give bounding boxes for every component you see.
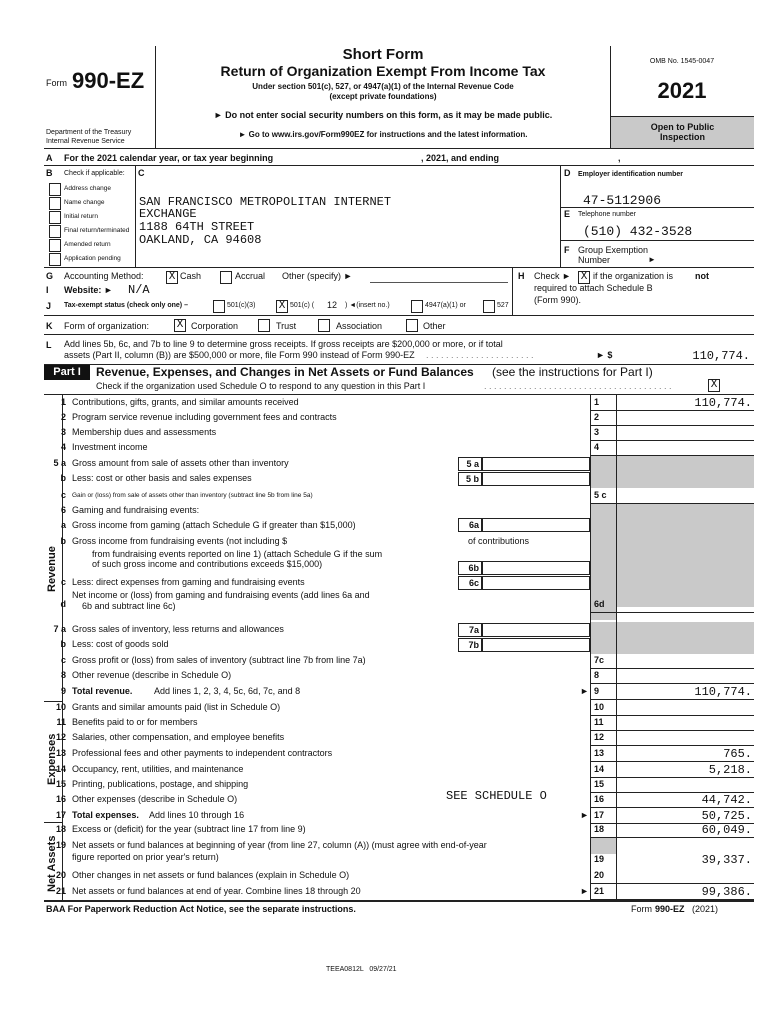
other-org-checkbox[interactable] [406, 319, 418, 332]
line-number: c [60, 490, 66, 500]
line-box-number: 3 [594, 427, 600, 437]
section-b-checkbox[interactable] [49, 225, 61, 238]
part-i-row [44, 822, 754, 837]
line-text-cont: of such gross income and contributions exceeds $15,000) [92, 559, 323, 569]
section-b-checkbox[interactable] [49, 211, 61, 224]
part-i-row [44, 425, 754, 440]
part-i-row [44, 884, 754, 899]
line-box-number: 17 [594, 810, 605, 820]
line-box-number: 19 [594, 854, 605, 864]
cash-checkbox[interactable]: X [166, 271, 178, 284]
section-l-letter: L [46, 340, 52, 350]
footer-form-label: Form [631, 904, 652, 914]
part-i-row [44, 808, 754, 823]
line-text: Professional fees and other payments to independent contractors [72, 748, 333, 758]
line-text: Excess or (deficit) for the year (subtract line 17 from line 9) [72, 824, 306, 834]
part-i-title-suffix: (see the instructions for Part I) [492, 365, 653, 379]
section-f-letter: F [564, 245, 570, 255]
part-i-row [44, 789, 754, 807]
phone-label: Telephone number [578, 211, 636, 218]
line-number: 11 [56, 717, 66, 727]
line-number: 5 a [53, 458, 66, 468]
gross-receipts-value: 110,774. [692, 349, 750, 363]
section-b-item-label: Application pending [64, 255, 121, 262]
section-e-letter: E [564, 209, 571, 219]
line-text: Gross amount from sale of assets other than inventory [72, 458, 289, 468]
section-b-checkbox[interactable] [49, 239, 61, 252]
trust-label: Trust [276, 321, 297, 331]
ein-label: Employer identification number [578, 171, 684, 178]
line-text: Program service revenue including government fees and contracts [72, 412, 337, 422]
line-number: b [60, 639, 66, 649]
see-schedule-o: SEE SCHEDULE O [446, 789, 547, 803]
4947-checkbox[interactable] [411, 300, 423, 313]
part-i-row [44, 668, 754, 683]
group-exemption-label: Group Exemption [578, 245, 649, 255]
section-h-letter: H [518, 271, 525, 281]
line-text: Other expenses (describe in Schedule O) [72, 794, 238, 804]
line-box-number: 13 [594, 748, 605, 758]
line-number: d [60, 599, 66, 609]
section-b-item-label: Amended return [64, 241, 111, 248]
line-amount[interactable]: 765. [723, 747, 752, 761]
line-text: Salaries, other compensation, and employee benefits [72, 732, 285, 742]
line-text-cont: 6b and subtract line 6c) [82, 601, 176, 611]
input-5b[interactable] [482, 472, 590, 486]
form-prefix: Form [46, 78, 67, 88]
line-number: 17 [55, 810, 66, 820]
line-text: Net income or (loss) from gaming and fundraising events (add lines 6a and [72, 590, 370, 600]
section-a-text: For the 2021 calendar year, or tax year beginning [64, 153, 274, 163]
section-d-letter: D [564, 168, 571, 178]
line-text: Grants and similar amounts paid (list in Schedule O) [72, 702, 281, 712]
501c-number: 12 [327, 300, 338, 310]
527-label: 527 [497, 302, 509, 309]
insert-no-label: ) ◄(insert no.) [345, 302, 390, 309]
line-text: Occupancy, rent, utilities, and maintenance [72, 764, 244, 774]
line-number: 12 [55, 732, 66, 742]
schedule-b-not: not [695, 271, 709, 281]
line-number: 16 [55, 794, 66, 804]
part-i-title: Revenue, Expenses, and Changes in Net Assets or Fund Balances [96, 365, 474, 379]
part-i-row [44, 777, 754, 792]
line-arrow: ► [580, 686, 589, 696]
line-box-number: 18 [594, 824, 605, 834]
line-number: 2 [60, 412, 66, 422]
part-i-row [44, 440, 754, 455]
line-text: Other revenue (describe in Schedule O) [72, 670, 232, 680]
line-text: Net assets or fund balances at end of year. Combine lines 18 through 20 [72, 886, 361, 896]
org-c-label: C [138, 168, 145, 178]
line-number: a [60, 520, 66, 530]
line-text: Gross income from fundraising events (not including $ [72, 536, 288, 546]
section-a-letter: A [46, 153, 53, 163]
line-box-number: 16 [594, 794, 605, 804]
schedule-b-text3: (Form 990). [534, 295, 582, 305]
org-address: 1188 64TH STREET [139, 220, 255, 234]
line-text: Gaming and fundraising events: [72, 505, 200, 515]
line-box-number: 11 [594, 717, 604, 727]
line-text: Other changes in net assets or fund balances (explain in Schedule O) [72, 870, 350, 880]
part-i-row [44, 488, 754, 503]
section-l-line1: Add lines 5b, 6c, and 7b to line 9 to determine gross receipts. If gross receipts are $200,000 or more, or if total [64, 339, 503, 349]
part-i-row [44, 575, 754, 590]
ein-value: 47-5112906 [583, 193, 662, 208]
line-text: Add lines 1, 2, 3, 4, 5c, 6d, 7c, and 8 [154, 686, 301, 696]
line-box-number: 9 [594, 686, 600, 696]
schedule-b-checkbox[interactable]: X [578, 271, 590, 284]
input-7a[interactable] [482, 623, 590, 637]
section-b-item-label: Final return/terminated [64, 227, 130, 234]
501c3-checkbox[interactable] [213, 300, 225, 313]
subbox-7a: 7a [458, 623, 482, 637]
line-text-bold: Total expenses. [72, 810, 139, 820]
part-i-row [44, 590, 754, 612]
section-b-label: Check if applicable: [64, 170, 125, 177]
line-box-number: 2 [594, 412, 600, 422]
tax-year: 2021 [657, 78, 707, 103]
section-b-item-label: Name change [64, 199, 105, 206]
section-l-line2: assets (Part II, column (B)) are $500,000 or more, file Form 990 instead of Form 990-EZ [64, 350, 415, 360]
irs-link[interactable]: ► Go to www.irs.gov/Form990EZ for instructions and the latest information. [238, 130, 528, 139]
input-6c[interactable] [482, 576, 590, 590]
schedule-b-text2: required to attach Schedule B [534, 283, 653, 293]
subbox-5b: 5 b [458, 472, 482, 486]
line-text: Net assets or fund balances at beginning of year (from line 27, column (A)) (must agree with end-of-year [72, 840, 487, 850]
line-text-cont: from fundraising events reported on line 1) (attach Schedule G if the sum [92, 549, 383, 559]
input-6b[interactable] [482, 561, 590, 575]
subbox-5a: 5 a [458, 457, 482, 471]
corporation-label: Corporation [191, 321, 239, 331]
other-org-label: Other [423, 321, 446, 331]
line-amount[interactable]: 44,742. [701, 793, 752, 807]
line-text: Less: cost of goods sold [72, 639, 169, 649]
line-number: 15 [55, 779, 66, 789]
subbox-6c: 6c [458, 576, 482, 590]
section-b-letter: B [46, 168, 53, 178]
line-box-number: 5 c [594, 490, 607, 500]
no-ssn-notice: ► Do not enter social security numbers on this form, as it may be made public. [213, 110, 553, 120]
section-g-letter: G [46, 271, 54, 281]
part-i-row [44, 637, 754, 652]
accounting-method-label: Accounting Method: [64, 271, 144, 281]
dept-treasury: Department of the Treasury [46, 129, 132, 136]
irs-label: Internal Revenue Service [46, 138, 125, 145]
line-amount[interactable]: 60,049. [701, 823, 752, 837]
part-i-row [44, 762, 754, 777]
schedule-o-checkbox[interactable]: X [708, 379, 720, 392]
line-number: 10 [55, 702, 66, 712]
line-text: Gross profit or (loss) from sales of inventory (subtract line 7b from line 7a) [72, 655, 366, 665]
except-private: (except private foundations) [329, 92, 437, 101]
line-text: Gross sales of inventory, less returns and allowances [72, 624, 284, 634]
part-i-row [44, 410, 754, 425]
part-i-row [44, 456, 754, 471]
row-rule [590, 612, 754, 613]
line-number: 13 [55, 748, 66, 758]
line-number: 8 [60, 670, 66, 680]
website-label: Website: ► [64, 285, 113, 295]
line-number: 21 [55, 886, 66, 896]
line-amount[interactable]: 110,774. [694, 396, 752, 410]
line-box-number: 1 [594, 397, 600, 407]
501c3-label: 501(c)(3) [227, 302, 256, 309]
of-contributions: of contributions [468, 536, 530, 546]
line-number: 20 [55, 870, 66, 880]
line-text: Less: direct expenses from gaming and fundraising events [72, 577, 305, 587]
line-box-number: 6d [594, 599, 605, 609]
527-checkbox[interactable] [483, 300, 495, 313]
revenue-side-label: Revenue [46, 546, 58, 592]
line-box-number: 12 [594, 732, 605, 742]
subbox-6a: 6a [458, 518, 482, 532]
subbox-7b: 7b [458, 638, 482, 652]
net-assets-side-label: Net Assets [46, 835, 58, 892]
line-text: Gain or (loss) from sale of assets other than inventory (subtract line 5b from line 5a) [72, 492, 313, 499]
section-b-checkbox[interactable] [49, 253, 61, 266]
line-number: 19 [55, 840, 66, 850]
part-i-row [44, 746, 754, 761]
line-box-number: 4 [594, 442, 600, 452]
org-city: OAKLAND, CA 94608 [139, 233, 262, 247]
line-number: 6 [60, 505, 66, 515]
section-l-arrow: ► $ [596, 350, 613, 360]
line-number: 1 [60, 397, 66, 407]
short-form-label: Short Form [342, 46, 424, 63]
part-i-row [44, 684, 754, 699]
line-number: 18 [55, 824, 66, 834]
section-b-checkbox[interactable] [49, 183, 61, 196]
schedule-o-check-text: Check if the organization used Schedule O to respond to any question in this Part I [96, 381, 426, 391]
corporation-checkbox[interactable]: X [174, 319, 186, 332]
line-number: 9 [60, 686, 66, 696]
part-i-row [44, 518, 754, 533]
section-b-item-label: Address change [64, 185, 111, 192]
section-b-item-label: Initial return [64, 213, 98, 220]
line-text: Contributions, gifts, grants, and similar amounts received [72, 397, 299, 407]
line-box-number: 10 [594, 702, 605, 712]
line-amount[interactable]: 50,725. [701, 809, 752, 823]
org-name-line2: EXCHANGE [139, 207, 197, 221]
baa-notice: BAA For Paperwork Reduction Act Notice, see the separate instructions. [46, 904, 356, 914]
line-box-number: 20 [594, 870, 605, 880]
line-text: Investment income [72, 442, 148, 452]
trust-checkbox[interactable] [258, 319, 270, 332]
line-text: Benefits paid to or for members [72, 717, 198, 727]
line-number: b [60, 473, 66, 483]
line-text-cont: figure reported on prior year's return) [72, 852, 219, 862]
cash-label: Cash [180, 271, 202, 281]
part-i-row [44, 653, 754, 668]
501c-label: 501(c) ( [290, 302, 315, 309]
line-text-bold: Total revenue. [72, 686, 133, 696]
association-checkbox[interactable] [318, 319, 330, 332]
part-i-row [44, 622, 754, 637]
section-b-checkbox[interactable] [49, 197, 61, 210]
line-text: Gross income from gaming (attach Schedule G if greater than $15,000) [72, 520, 356, 530]
under-section: Under section 501(c), 527, or 4947(a)(1) of the Internal Revenue Code [252, 82, 514, 91]
line-arrow: ► [580, 810, 589, 820]
group-arrow: ► [648, 255, 656, 264]
line-box-number: 8 [594, 670, 600, 680]
website-value: N/A [128, 283, 150, 297]
part-i-row [44, 503, 754, 518]
input-7b[interactable] [482, 638, 590, 652]
tax-exempt-label: Tax-exempt status (check only one) – [64, 302, 188, 309]
part-i-row [44, 730, 754, 745]
subbox-6b: 6b [458, 561, 482, 575]
part-i-row [44, 715, 754, 730]
expenses-side-label: Expenses [46, 733, 58, 785]
line-box-number: 21 [594, 886, 605, 896]
line-text: Add lines 10 through 16 [149, 810, 245, 820]
line-box-number: 7c [594, 655, 605, 665]
phone-value: (510) 432-3528 [583, 224, 693, 239]
part-i-row [44, 838, 754, 867]
501c-checkbox[interactable]: X [276, 300, 288, 313]
part-i-row [44, 868, 754, 883]
accrual-label: Accrual [235, 271, 266, 281]
line-amount[interactable]: 5,218. [708, 763, 752, 777]
input-6a[interactable] [482, 518, 590, 532]
open-public-label: Open to Public [650, 122, 715, 132]
line-amount[interactable]: 39,337. [701, 853, 752, 867]
part-i-row [44, 471, 754, 486]
line-number: 4 [60, 442, 66, 452]
section-i-letter: I [46, 285, 49, 295]
footer-form-year: (2021) [692, 904, 719, 914]
section-a-ending: , 2021, and ending [421, 153, 500, 163]
other-method-label: Other (specify) ► [282, 271, 353, 281]
footer-form-number: 990-EZ [655, 904, 685, 914]
inspection-label: Inspection [659, 132, 705, 142]
section-k-letter: K [46, 321, 53, 331]
line-amount[interactable]: 110,774. [694, 685, 752, 699]
footer-code: TEEA0812L 09/27/21 [326, 966, 397, 973]
line-number: 14 [55, 764, 66, 774]
line-number: b [60, 536, 66, 546]
line-number: 7 a [53, 624, 66, 634]
section-a-comma: , [618, 153, 621, 163]
line-text: Membership dues and assessments [72, 427, 217, 437]
4947-label: 4947(a)(1) or [425, 302, 466, 309]
form-of-org-label: Form of organization: [64, 321, 150, 331]
input-5a[interactable] [482, 457, 590, 471]
part-i-row [44, 700, 754, 715]
schedule-b-check-label: Check ► [534, 271, 571, 281]
line-amount[interactable]: 99,386. [701, 885, 752, 899]
group-exemption-label2: Number [578, 255, 611, 265]
form-title: Return of Organization Exempt From Income Tax [220, 63, 546, 79]
section-j-letter: J [46, 301, 52, 311]
association-label: Association [336, 321, 383, 331]
part-i-row [44, 395, 754, 410]
org-name-line1: SAN FRANCISCO METROPOLITAN INTERNET [139, 195, 392, 209]
line-number: 3 [60, 427, 66, 437]
line-number: c [60, 577, 66, 587]
line-text: Printing, publications, postage, and shipping [72, 779, 249, 789]
line-text: Less: cost or other basis and sales expenses [72, 473, 252, 483]
form-number: 990-EZ [72, 68, 145, 93]
line-box-number: 14 [594, 764, 605, 774]
omb-number: OMB No. 1545-0047 [649, 58, 715, 65]
line-box-number: 15 [594, 779, 605, 789]
accrual-checkbox[interactable] [220, 271, 232, 284]
line-number: c [60, 655, 66, 665]
open-public-box [611, 117, 754, 148]
part-i-label: Part I [44, 365, 90, 380]
line-arrow: ► [580, 886, 589, 896]
schedule-b-text1: if the organization is [593, 271, 674, 281]
